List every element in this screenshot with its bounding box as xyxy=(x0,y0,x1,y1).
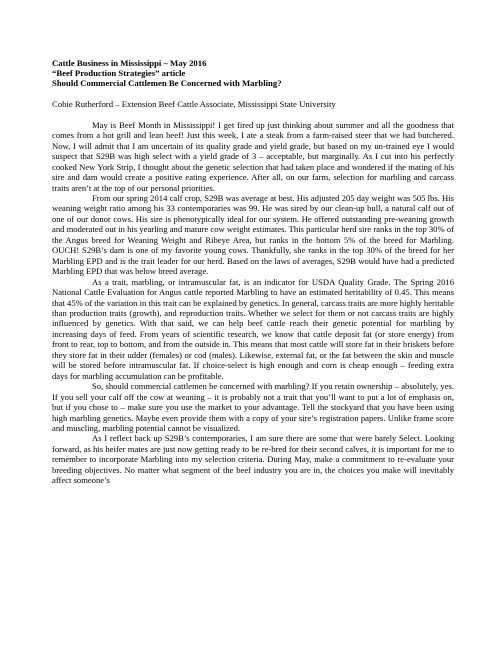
paragraph-1: May is Beef Month in Mississippi! I get fired up just thinking about summer and all the goodness that comes from a hot grill and lean beef! Just this week, I ate a steak from a farm-raised steer that we had butchered. Now, I will admit that I am uncertain of its quality grade and yield grade, but based on my un-trained eye I would suspect that S29B was high select with a yield grade of 3 – acceptable, but marginally. As I cut into his perfectly cooked New York Strip, I thought about the genetic selection that had taken place and wondered if the mating of his sire and dam would create a positive eating experience. After all, on our farm, selection for marbling and carcass traits aren’t at the top of our personal priorities. xyxy=(52,119,454,193)
publication-line: Cattle Business in Mississippi – May 2016 xyxy=(52,58,207,68)
document-header xyxy=(52,58,454,89)
author-line: Cobie Rutherford – Extension Beef Cattle Associate, Mississippi State University xyxy=(52,98,336,109)
document-page xyxy=(52,58,454,486)
article-title: Should Commercial Cattlemen Be Concerned with Marbling? xyxy=(52,78,282,89)
column-line: “Beef Production Strategies” article xyxy=(52,68,186,79)
paragraph-5: As I reflect back up S29B’s contemporaries, I am sure there are some that were barely Select. Looking forward, as his heifer mates are just now getting ready to be re-bred for their second calves, it is important for me to remember to incorporate Marbling into my selection criteria. During May, make a commitment to re-evaluate your breeding objectives. No matter what segment of the beef industry you are in, the choices you make will inevitably affect someone’s xyxy=(52,433,454,486)
paragraph-4: So, should commercial cattlemen be concerned with marbling? If you retain ownership – absolutely, yes. If you sell your calf off the cow at weaning – it is probably not a trait that you’ll want to put a lot of emphasis on, but if you chose to – make sure you use the market to your advantage. Tell the stockyard that you have been using high marbling genetics. Maybe even provide them with a copy of your sire’s registration papers. Unlike frame score and muscling, marbling potential cannot be visualized. xyxy=(52,381,454,433)
article-body xyxy=(52,120,454,486)
paragraph-2: From our spring 2014 calf crop, S29B was average at best. His adjusted 205 day weight was 505 lbs. His weaning weight ratio among his 33 contemporaries was 99. He was sired by our clean-up bull, a natural calf out of one of our donor cows. His sire is phenotypically ideal for our system. He offered outstanding pre-weaning growth and moderated out in his yearling and mature cow weight estimates. This particular herd sire ranks in the top 30% of the Angus breed for Weaning Weight and Ribeye Area, but ranks in the bottom 5% of the breed for Marbling. OUCH! S29B’s dam is one of my favorite young cows. Thankfully, she ranks in the top 30% of the breed for her Marbling EPD and is the trait leader for our herd. Based on the laws of averages, S29B would have had a predicted Marbling EPD that was below breed average. xyxy=(52,192,454,277)
paragraph-3: As a trait, marbling, or intramuscular fat, is an indicator for USDA Quality Grade. The Spring 2016 National Cattle Evaluation for Angus cattle reported Marbling to have an estimated heritability of 0.45. This means that 45% of the variation in this trait can be explained by genetics. In general, carcass traits are more highly heritable than production traits (growth), and reproduction traits. Whether we select for them or not carcass traits are highly influenced by genetics. With that said, we can help beef cattle reach their genetic potential for marbling by increasing days of feed. From years of scientific research, we know that cattle deposit fat (or store energy) from front to rear, top to bottom, and from the outside in. This means that most cattle will store fat in their briskets before they store fat in their udder (females) or cod (males). Likewise, external fat, or the fat between the skin and muscle will be stored before intramuscular fat. If choice-select is high enough and corn is cheap enough – feeding extra days for marbling accumulation can be profitable. xyxy=(52,276,454,381)
